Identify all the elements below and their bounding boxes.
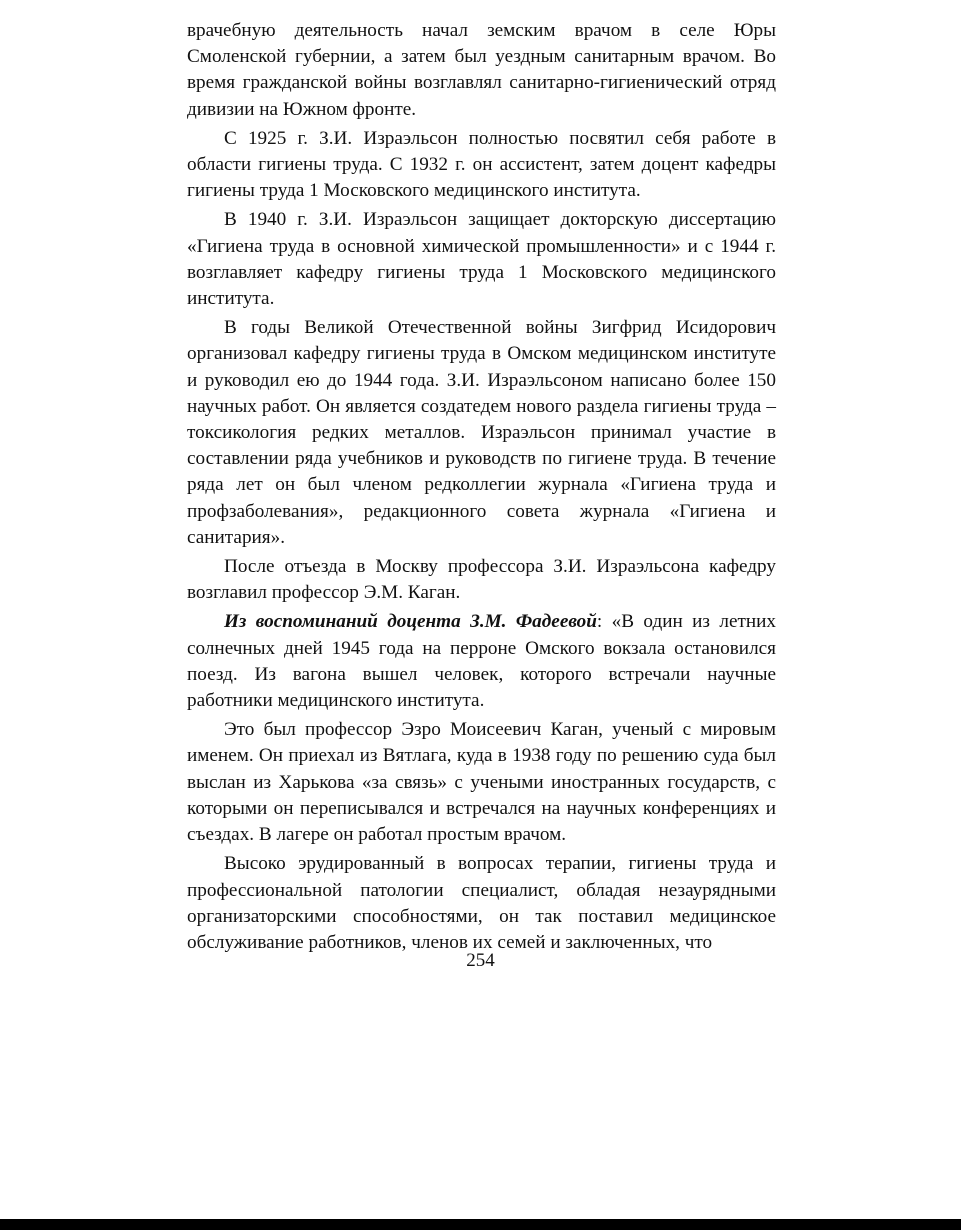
paragraph-3: В 1940 г. З.И. Израэльсон защищает докторскую диссертацию «Гигиена труда в основной химической промышленности» и с 1944 г. возглавляет кафедру гигиены труда 1 Московского медицинского института. — [187, 209, 776, 310]
paragraph-5: После отъезда в Москву профессора З.И. Израэльсона кафедру возглавил профессор Э.М. Каган. — [187, 556, 776, 604]
paragraph-1: врачебную деятельность начал земским врачом в селе Юры Смоленской губернии, а затем был уездным санитарным врачом. Во время гражданской войны возглавлял санитарно-гигиенический отряд дивизии на Южном фронте. — [187, 20, 776, 120]
paragraph-2: С 1925 г. З.И. Израэльсон полностью посвятил себя работе в области гигиены труда. С 1932 г. он ассистент, затем доцент кафедры гигиены труда 1 Московского медицинского института. — [187, 127, 776, 202]
memoir-text: : «В один из летних солнечных дней 1945 года на перроне Омского вокзала остановился поезд. Из вагона вышел человек, которого встречали научные работники медицинского института. — [187, 611, 776, 712]
paragraph-memoir — [187, 609, 776, 714]
bottom-edge-bar — [0, 1219, 961, 1230]
body-text — [187, 18, 776, 956]
page-number: 254 — [466, 950, 495, 971]
paragraph-8: Высоко эрудированный в вопросах терапии, гигиены труда и профессиональной патологии специалист, обладая незаурядными организаторскими способностями, он так поставил медицинское обслуживание работников, членов их семей и заключенных, что — [187, 853, 776, 953]
paragraph-4: В годы Великой Отечественной войны Зигфрид Исидорович организовал кафедру гигиены труда в Омском медицинском институте и руководил ею до 1944 года. З.И. Израэльсоном написано более 150 научных работ. Он является создатедем нового раздела гигиены труда – токсикология редких металлов. Израэльсон принимал участие в составлении ряда учебников и руководств по гигиене труда. В течение ряда лет он был членом редколлегии журнала «Гигиена труда и профзаболевания», редакционного совета журнала «Гигиена и санитария». — [187, 317, 776, 548]
memoir-lead: Из воспоминаний доцента З.М. Фадеевой — [224, 611, 597, 633]
paragraph-7: Это был профессор Эзро Моисеевич Каган, ученый с мировым именем. Он приехал из Вятлага, куда в 1938 году по решению суда был выслан из Харькова «за связь» с учеными иностранных государств, с которыми он переписывался и встречался на научных конференциях и съездах. В лагере он работал простым врачом. — [187, 719, 776, 846]
